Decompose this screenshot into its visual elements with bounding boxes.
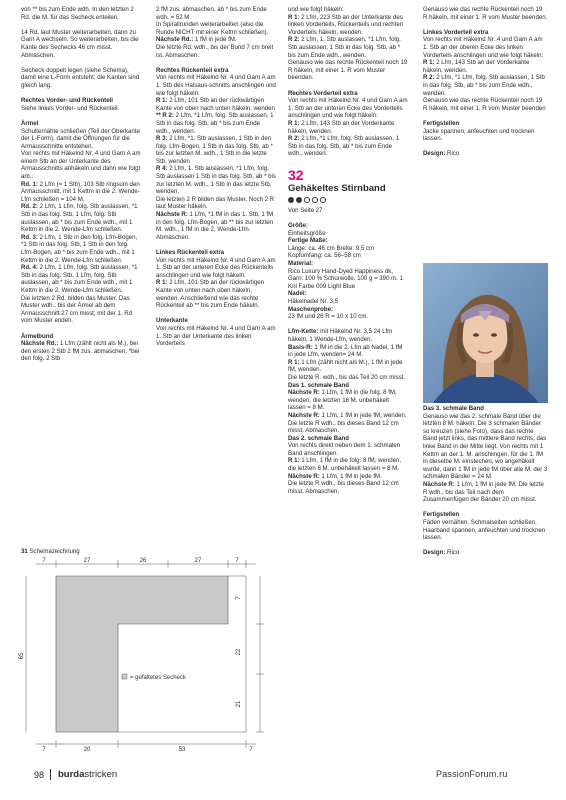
- instruction-row: R 1: 2 Lfm, 143 Stb an der Vorderkante häkeln, wenden.: [288, 119, 395, 135]
- instruction-row: R 1: 2 Lfm, 143 Stb an der Vorderkante häkeln, wenden.: [423, 59, 530, 74]
- pattern-number: 32: [288, 166, 304, 183]
- section-heading: Material:: [288, 260, 314, 268]
- paragraph: Die letzten 2 R bilden das Muster. Noch 2 R laut Muster häkeln.: [156, 195, 275, 211]
- paragraph: Jacke spannen, anfeuchten und trocknen lassen.: [423, 127, 535, 143]
- dim-label: 7: [236, 596, 242, 600]
- section-heading: Ärmelbund: [21, 332, 54, 340]
- design-credit: Design: Rico: [423, 549, 460, 557]
- instruction-row: R 2: 2 Lfm, *1 Lfm, folg. Stb auslassen, 1 Stb in das folg. Stb, ab * bis zum Ende wdh., wenden.: [423, 74, 545, 97]
- model-photo: [423, 263, 548, 403]
- paragraph: und wie folgt häkeln:: [288, 6, 344, 13]
- column-3: [288, 6, 408, 495]
- pattern-title: Gehäkeltes Stirnband: [288, 182, 386, 194]
- instruction-row: Nächste Rd.: 1 Lfm (zählt nicht als M.), bei den ersten 2 Stb 2 fM zus. abmaschen, *bei den folg. 2 Stb: [21, 340, 140, 363]
- paragraph: Von rechts mit Häkelnd Nr. 4 und Garn A am 1. Stb an der Unterkante des linken Vorderteils: [156, 324, 276, 348]
- dim-label: 7: [249, 747, 253, 752]
- design-credit: Design: Rico: [423, 150, 460, 158]
- difficulty-rating: [288, 197, 408, 203]
- paragraph: Die letzte R. wdh., bis das Teil 20 cm misst.: [288, 373, 406, 381]
- paragraph: Fäden vernähen. Schmalseiten schließen. Haarband spannen, anfeuchten und trocknen lassen.: [423, 518, 546, 542]
- headband-photo-illustration: [423, 263, 548, 403]
- dim-label: 7: [42, 558, 46, 564]
- legend-swatch: [122, 674, 127, 679]
- magazine-brand: burdastricken: [58, 769, 118, 780]
- section-heading: Rechtes Vorder- und Rückenteil: [21, 97, 113, 105]
- instruction-row: ** R 2: 2 Lfm, *1 Lfm, folg. Stb auslassen, 1 Stb in das folg. Stb, ab * bis zum Ende wdh., wenden.: [156, 112, 274, 135]
- dim-label: 27: [194, 558, 202, 564]
- paragraph: Von rechts mit Häkelnd Nr. 4 und Garn A am 1. Stb an der unteren Ecke des Vorderteils anschlingen und wie folgt häkeln:: [288, 97, 408, 120]
- instruction-row: Nächste Rd.: 1 fM in jede fM.: [156, 36, 237, 44]
- section-heading: Fertigstellen: [423, 511, 460, 519]
- instruction-row: Nächste R: 1 Lfm, 1 fM in jede fM, wenden.: [288, 411, 407, 419]
- paragraph: Von rechts direkt neben dem 1. schmalen Band anschlingen.: [288, 442, 401, 457]
- section-heading: Linkes Rückenteil extra: [156, 249, 225, 256]
- instruction-row: Rd. 1: 2 Lfm (= 1 Stb), 103 Stb ringsum den Armausschnitt, mit 1 Kettm in die 2. Wende-Lfm schließen = 104 M.: [21, 180, 140, 203]
- watermark-text: PassionForum.ru: [436, 769, 508, 779]
- instruction-row: R 2: 2 Lfm, *1 Lfm, folg. Stb auslassen, 1 Stb in das folg. Stb, ab * bis zum Ende wdh., wenden.: [288, 135, 400, 158]
- instruction-row: R 1: 1 Lfm (zählt nicht als M.), 1 fM in jede fM, wenden.: [288, 358, 403, 374]
- schema-drawing: [18, 554, 268, 752]
- section-heading: Das 1. schmale Band: [288, 381, 349, 389]
- section-heading: Unterkante: [156, 317, 188, 325]
- paragraph: 2 fM zus. abmaschen, ab * bis zum Ende wdh. = 52 M.: [156, 6, 267, 21]
- instruction-row: R 3: 2 Lfm, *1. Stb auslassen, 1 Stb in den folg. Lfm-Bogen, 1 Stb in das folg. Stb, ab * bis zur letzten M. wdh., 1 Stb in die letzte Stb, wenden: [156, 135, 273, 165]
- footer-separator: [50, 769, 51, 780]
- dim-label: 27: [83, 558, 91, 564]
- page-number: 98: [34, 770, 45, 780]
- instruction-row: Lfm-Kette: mit Häkelnd Nr. 3,5 24 Lfm häkeln, 1 Wende-Lfm, wenden.: [288, 328, 393, 343]
- instruction-row: Rd. 3: 2 Lfm, 1 Stb in den folg. Lfm-Bogen, *1 Stb in das folg. Stb, 1 Stb in den folg. Lfm-Bogen, ab * bis zum Ende wdh., mit 1 Kettm in die 2. Wende-Lfm schließen.: [21, 233, 138, 264]
- dim-label: 20: [83, 747, 91, 752]
- dim-label: 65: [19, 652, 25, 660]
- dim-label: 26: [139, 558, 147, 564]
- dim-label: 21: [236, 700, 242, 708]
- section-heading: Ärmel: [21, 119, 39, 127]
- paragraph: Genauso wie das rechte Rückenteil noch 19 R häkeln, mit einer 1. R vom Muster beenden: [423, 97, 546, 112]
- paragraph: Schulternähte schließen (Teil der Oberkante der L-Form), damit die Öffnungen für die Armausschnitte entstehen.: [21, 127, 140, 150]
- dim-label: 53: [178, 747, 186, 752]
- paragraph: Die letzte R wdh., bis dieses Band 12 cm misst. Abmaschen.: [288, 419, 399, 435]
- instruction-row: Rd. 2: 2 Lfm, 1 Lfm, folg. Stb auslassen, *1 Stb in das folg. Stb, 1 Lfm, folg. Stb auslassen, ab * bis zum Ende wdh., mit 1 Kettm in die 2. Wende-Lfm schließen.: [21, 203, 138, 234]
- paragraph: 23 fM und 26 R = 10 x 10 cm.: [288, 313, 369, 321]
- paragraph: Von rechts mit Häkelnd Nr. 4 und Garn A am 1. Stb an der unteren Ecke des Rückenteils anschlingen und wie folgt häkeln:: [156, 256, 276, 279]
- paragraph: von ** bis zum Ende wdh. In den letzten 2 Rd. die M. für das Secheck enteilen.: [21, 6, 134, 21]
- difficulty-dot: [296, 197, 302, 203]
- instruction-row: Nächste R: 1 Lfm, 1 fM in die folg. 8 fM, wenden, die letzten 16 M. unbehäkelt lassen = 8 M.: [288, 389, 397, 412]
- instruction-row: R 2: 2 Lfm, 1. Stb auslassen, *1 Lfm, folg. Stb auslassen, 1 Stb in das folg. Stb, ab * bis zum Ende wdh., wenden.: [288, 36, 401, 59]
- paragraph: Länge: ca. 46 cm Breite: 9,5 cm Kopfumfang: ca. 56–58 cm: [288, 244, 375, 260]
- page-footer: [0, 756, 566, 800]
- instruction-row: R 1: 2 Lfm, 223 Stb an der Unterkante des linken Vorderteils, Rückenteils und rechten Vorderteils häkeln, wenden.: [288, 13, 404, 36]
- schema-caption: 31 Schemazeichnung: [21, 548, 80, 555]
- section-heading: Maschenprobe:: [288, 305, 334, 313]
- paragraph: Die letzten 2 Rd. bilden das Muster. Das Muster wdh., bis der Ärmel ab dem Armausschnitt 27 cm misst; mit der 1. Rd vom Muster enden.: [21, 294, 133, 325]
- paragraph: Von rechts mit Häkelnd Nr. 4 und Garn A am 1. Stb an der oberen Ecke des linken Vorderteils anschlingen und wie folgt häkeln:: [423, 36, 544, 59]
- difficulty-dot: [320, 197, 326, 203]
- dim-label: 7: [42, 747, 46, 752]
- paragraph: Häkelnadel Nr. 3,5: [288, 298, 339, 305]
- legend-label: = gefaltetes Secheck: [130, 675, 186, 681]
- paragraph: Von rechts mit Häkelnd Nr. 4 und Garn A am 1. Stb des Halsaus-schnitts anschlingen und wie folgt häkeln:: [156, 74, 276, 97]
- column-2: [156, 6, 276, 348]
- column-4-lower: [423, 405, 548, 564]
- instruction-row: R 1: 1 Lfm, 1 fM in die folg. 8 fM, wenden, die letzten 8 M. unbehäkelt lassen = 8 M.: [288, 457, 402, 473]
- dim-label: 7: [235, 558, 239, 564]
- page-reference: Von Seite 27: [288, 206, 323, 214]
- paragraph: Rico Luxury Hand-Dyed Happiness dk, Garn: 100 % Schurwolle. 100 g = 390 m. 1 Knl Farbe 009 Light Blue: [288, 267, 404, 290]
- section-heading: Linkes Vorderteil extra: [423, 28, 489, 36]
- paragraph: 14 Rd. laut Muster weiterarbeiten, dann zu Garn A wechseln. So weiterarbeiten, bis die Kante des Sechecks 46 cm misst. Abmaschen.: [21, 28, 139, 59]
- section-heading: Das 2. schmale Band: [288, 434, 349, 442]
- folded-hexagon-shape: [56, 576, 228, 732]
- difficulty-dot: [288, 197, 294, 203]
- instruction-row: Basis-R: 1 fM in die 2. Lfm ab Nadel, 1 fM in jede Lfm, wenden= 24 M.: [288, 343, 403, 359]
- section-heading: Größe:: [288, 222, 308, 230]
- paragraph: Von rechts mit Häkelnd Nr. 4 und Garn A am einem Stb an der Unterkante des Armausschnitts anhäkeln und dann wie folgt arb.:: [21, 150, 141, 181]
- instruction-row: Nächste R: 1 Lfm, 1 fM in jede fM. Die letzte R wdh., bis das Teil nach dem Zusammenfügen der Bänder 20 cm misst.: [423, 480, 544, 504]
- section-heading: Fertigstellen: [423, 119, 460, 127]
- dim-label: 22: [236, 648, 242, 656]
- paragraph: Die letzte R wdh., bis dieses Band 12 cm misst. Abmaschen.: [288, 480, 399, 495]
- paragraph: Genauso wie das rechte Rückenteil noch 19 R häkeln, mit einer 1. R vom Muster beenden.: [423, 6, 548, 21]
- paragraph: Einheitsgröße: [288, 229, 326, 237]
- instruction-row: Rd. 4: 2 Lfm, 1 Lfm, folg. Stb auslassen, *1 Stb in das folg. Stb, 1 Lfm, folg. Stb auslassen, ab * bis zum Ende wdh., mit 1 Kettm in die 2. Wende-Lfm schließen.: [21, 264, 138, 294]
- instruction-row: R 1: 2 Lfm, 101 Stb an der rückwärtigen Kante von unten nach oben häkeln, wenden. Anschließend wie das rechte Rückenteil ab ** bis zum Ende häkeln.: [156, 279, 265, 310]
- column-4: [423, 6, 548, 165]
- section-heading: Rechtes Vorderteil extra: [288, 89, 358, 97]
- paragraph: Siehe linkes Vorder- und Rückenteil.: [21, 104, 120, 112]
- difficulty-dot: [312, 197, 318, 203]
- instruction-row: R 4: 2 Lfm, 1. Stb auslassen, *1 Lfm, folg. Stb auslassen 1 Stb in das folg. Stb, ab * bis zur letzten M. wdh., 1 Stb in das letzte Stb, wenden.: [156, 165, 276, 196]
- paragraph: Secheck doppelt legen (siehe Schema), damit eine L-Form entsteht; die Kanten sind gleich lang.: [21, 66, 140, 89]
- section-heading: Das 3. schmale Band: [423, 405, 484, 412]
- paragraph: In Spirallrunden weiterarbeiten (also die Runde NICHT mit einer Kettm schließen).: [156, 21, 269, 36]
- section-heading: Nadel:: [288, 290, 307, 298]
- difficulty-dot: [304, 197, 310, 203]
- section-heading: Rechtes Rückenteil extra: [156, 66, 229, 74]
- instruction-row: Nächste R: 1 Lfm, 1 fM in jede fM.: [288, 472, 382, 480]
- paragraph: Genauso wie das rechte Rückenteil noch 19 R häkeln, mit einer 1. R vom Muster beenden.: [288, 59, 408, 82]
- instruction-row: R 1: 2 Lfm, 101 Stb an der rückwärtigen Kante von oben nach unten häkeln, wenden: [156, 97, 275, 112]
- instruction-row: Nächste R: 1 Lfm, *1 fM in das 1. Stb, 1 fM in den folg. Lfm-Bogen, ab ** bis zur letzten M. wdh., 1 fM in die 2. Wende-Lfm. Abmaschen.: [156, 211, 274, 241]
- paragraph: Genauso wie das 2. schmale Band über die letzten 8 M. häkeln. Die 3 schmalen Bänder so kreuzen (siehe Foto), dass das rechte Band jetzt links, das mittlere Band rechts, das linke Band in der Mitte liegt. Von rechts mit 1 Kettm an der 1. M. anschlingen, für die 1. fM in dieselbe M. einstechen, wo angehäkelt wurde, dann 1 fM in jede fM über alle M. der 3 schmalen Bänder = 24 M.: [423, 412, 548, 481]
- paragraph: Die letzte Rd. wdh., bis der Bund 7 cm breit ist. Abmaschen.: [156, 43, 274, 59]
- column-1: [21, 6, 141, 363]
- section-heading: Fertige Maße:: [288, 237, 328, 245]
